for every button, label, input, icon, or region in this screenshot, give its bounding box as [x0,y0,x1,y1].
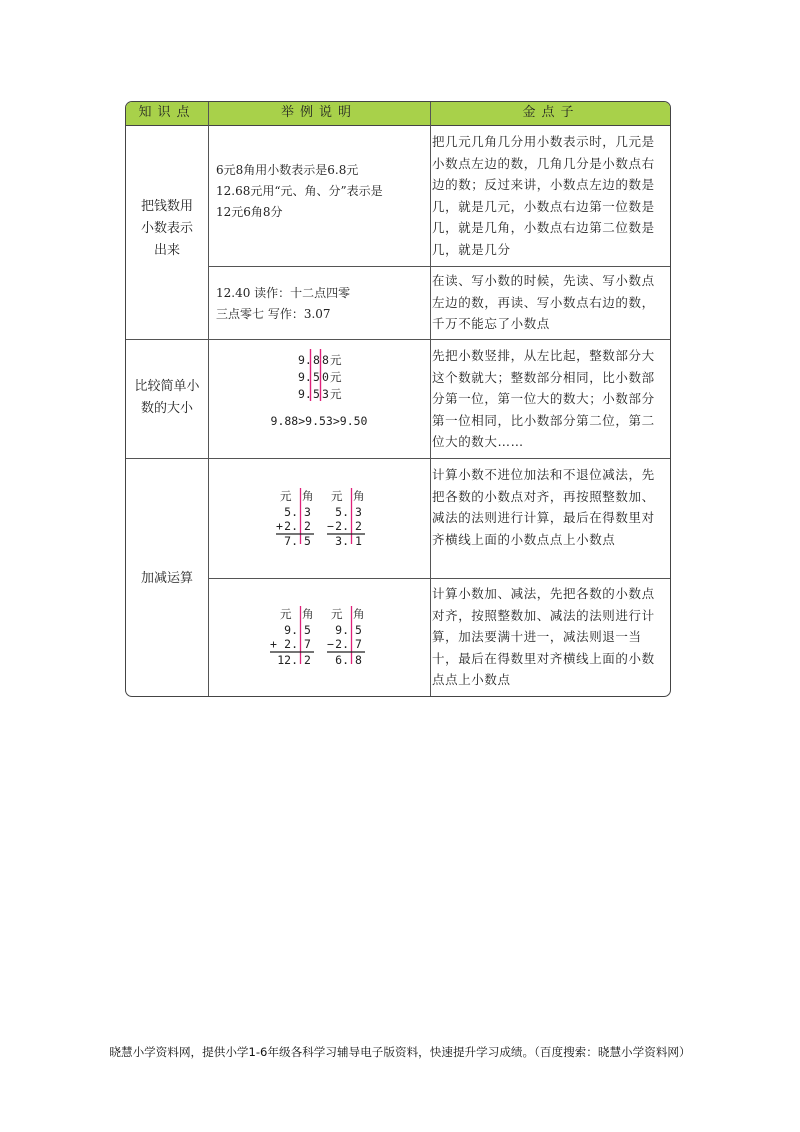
calc-dec: 3 [355,505,362,519]
calc-unit-jiao: 角 [353,489,365,503]
header-tips: 金点子 [522,105,580,120]
topic-add-subtract: 加减运算 [140,571,193,586]
calc-operator: − [327,519,334,533]
calc-dec: 8 [355,653,362,667]
calc-operator: − [327,637,334,651]
calc-dec: 7 [304,637,311,651]
calc-operator: + [270,637,277,651]
calc-unit-yuan: 元 [331,607,343,621]
compare-result: 9.88>9.53>9.50 [270,414,368,428]
compare-d1: 5 [313,370,320,384]
compare-unit: 元 [330,370,342,384]
calc-dec: 2 [304,519,311,533]
compare-unit: 元 [330,387,342,401]
compare-int: 9. [298,370,312,384]
calc-unit-jiao: 角 [302,489,314,503]
calc-dec: 7 [355,637,362,651]
header-examples: 举例说明 [280,105,357,120]
row-divider [208,266,671,267]
topic-money-decimal: 把钱数用 小数表示 出来 [140,199,193,258]
calc-unit-jiao: 角 [302,607,314,621]
calc-dec: 5 [304,534,311,548]
knowledge-table [125,101,671,697]
calc-int: 9. [335,623,349,637]
compare-unit: 元 [330,353,342,367]
calc-dec: 1 [355,534,362,548]
example-read-write: 12.40 读作：十二点四零 三点零七 写作：3.07 [216,286,351,321]
calc-int: 2. [284,519,298,533]
calc-unit-yuan: 元 [280,489,292,503]
tip-money-decimal: 把几元几角几分用小数表示时，几元是小数点左边的数，几角几分是小数点右边的数；反过来讲，小数点左边的数是几，就是几元，小数点右边第一位数是几，就是几角，小数点右边第二位数是几，就是几分 [432,134,655,257]
compare-diagram [208,339,430,458]
calc-int: 3. [335,534,349,548]
compare-d2: 8 [322,353,329,367]
calc-int: 5. [335,505,349,519]
calc-int: 12. [277,653,298,667]
column-divider [430,102,431,697]
calc-int: 6. [335,653,349,667]
header-topic: 知识点 [138,105,196,120]
example-money-conversion: 6元8角用小数表示是6.8元 12.68元用“元、角、分”表示是 12元6角8分 [216,163,383,219]
calc-int: 9. [284,623,298,637]
calc-dec: 5 [355,623,362,637]
compare-d2: 3 [322,387,329,401]
compare-d1: 8 [313,353,320,367]
vertical-calc-2 [208,578,430,697]
calc-dec: 2 [304,653,311,667]
compare-d1: 5 [313,387,320,401]
tip-no-carry: 计算小数不进位加法和不退位减法，先把各数的小数点对齐，再按照整数加、减法的法则进行计算，最后在得数里对齐横线上面的小数点点上小数点 [432,467,655,547]
page-footer: 晓慧小学资料网，提供小学1-6年级各科学习辅导电子版资料，快速提升学习成绩。（百度搜索：晓慧小学资料网） [109,1045,691,1059]
compare-int: 9. [298,353,312,367]
calc-unit-jiao: 角 [353,607,365,621]
topic-compare-decimals: 比较简单小 数的大小 [134,379,200,416]
tip-read-write: 在读、写小数的时候，先读、写小数点左边的数，再读、写小数点右边的数，千万不能忘了小数点 [432,273,655,332]
calc-int: 2. [335,519,349,533]
calc-dec: 5 [304,623,311,637]
compare-int: 9. [298,387,312,401]
calc-dec: 2 [355,519,362,533]
calc-int: 2. [335,637,349,651]
calc-int: 2. [284,637,298,651]
compare-d2: 0 [322,370,329,384]
calc-unit-yuan: 元 [280,607,292,621]
tip-compare-decimals: 先把小数竖排，从左比起，整数部分大这个数就大；整数部分相同，比小数部分第一位，第一位大的数大；小数部分第一位相同，比小数部分第二位，第二位大的数大…… [432,348,655,450]
calc-operator: + [276,519,283,533]
vertical-calc-1 [208,458,430,578]
calc-int: 7. [284,534,298,548]
calc-dec: 3 [304,505,311,519]
tip-carry-borrow: 计算小数加、减法，先把各数的小数点对齐，按照整数加、减法的法则进行计算，加法要满十进一，减法则退一当十，最后在得数里对齐横线上面的小数点点上小数点 [432,586,655,688]
calc-unit-yuan: 元 [331,489,343,503]
calc-int: 5. [284,505,298,519]
